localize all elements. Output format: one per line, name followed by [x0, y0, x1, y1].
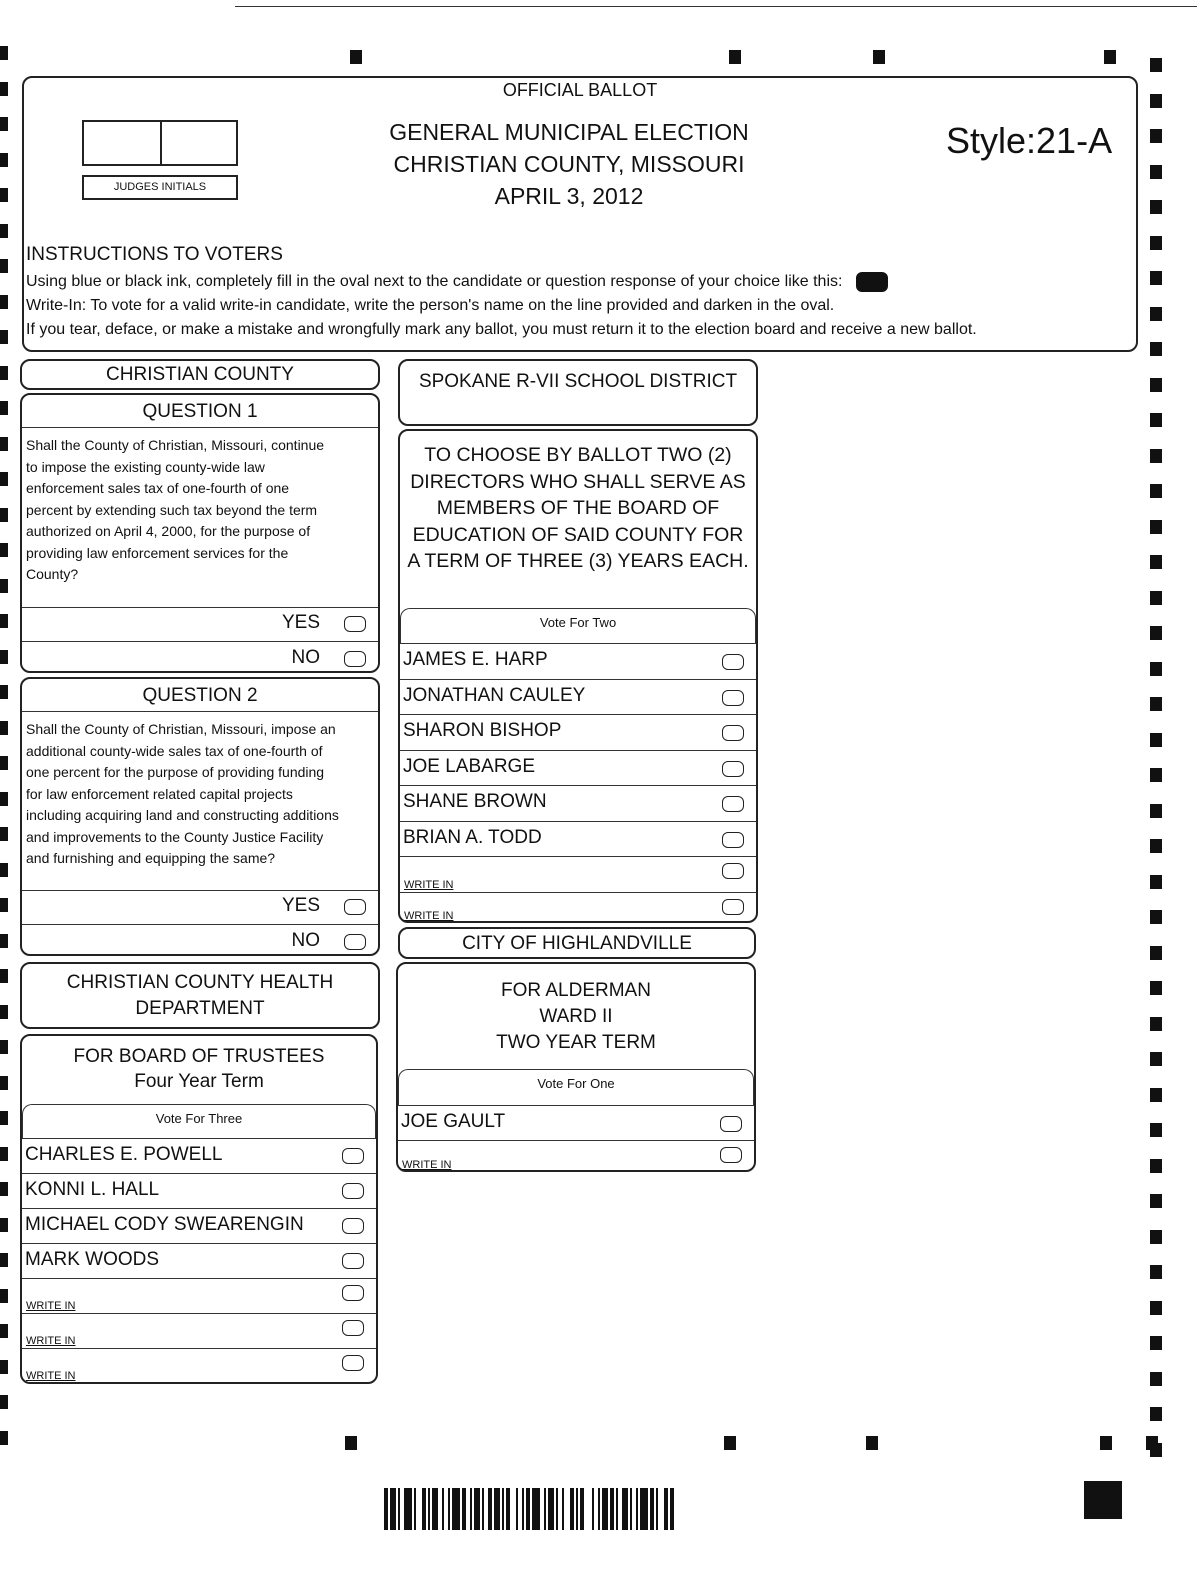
- question-line: additional county-wide sales tax of one-fourth of: [26, 742, 323, 759]
- timing-mark: [1150, 307, 1162, 321]
- board-of-trustees-box: [20, 1034, 378, 1384]
- candidate-name: MARK WOODS: [25, 1249, 160, 1270]
- candidate-oval[interactable]: [342, 1183, 364, 1199]
- health-title-line1: CHRISTIAN COUNTY HEALTH: [66, 972, 334, 993]
- timing-mark: [1150, 520, 1162, 534]
- timing-mark: [0, 508, 8, 522]
- timing-mark: [0, 117, 8, 131]
- timing-mark: [1100, 1436, 1112, 1450]
- office-line: A TERM OF THREE (3) YEARS EACH.: [407, 550, 749, 572]
- barcode-bar: [584, 1488, 592, 1530]
- timing-mark: [1150, 129, 1162, 143]
- school-district-header: SPOKANE R-VII SCHOOL DISTRICT: [398, 359, 758, 426]
- candidate-row[interactable]: [400, 714, 756, 750]
- candidate-oval[interactable]: [722, 690, 744, 706]
- timing-mark: [0, 792, 8, 806]
- corner-mark: [1084, 1481, 1122, 1519]
- write-in-label: WRITE IN: [26, 1335, 76, 1347]
- timing-mark: [1150, 165, 1162, 179]
- write-in-row[interactable]: [22, 1278, 376, 1313]
- judges-initials-boxes[interactable]: [82, 120, 238, 166]
- candidate-row[interactable]: [22, 1138, 376, 1173]
- candidate-oval[interactable]: [342, 1253, 364, 1269]
- no-label: NO: [291, 647, 320, 668]
- no-row[interactable]: [22, 641, 378, 673]
- timing-mark: [1150, 1159, 1162, 1173]
- write-in-oval[interactable]: [342, 1320, 364, 1336]
- timing-mark: [0, 543, 8, 557]
- timing-mark: [1150, 1372, 1162, 1386]
- question-line: percent by extending such tax beyond the term: [26, 501, 318, 518]
- timing-mark: [0, 827, 8, 841]
- no-oval[interactable]: [344, 651, 366, 667]
- election-county: CHRISTIAN COUNTY, MISSOURI: [393, 151, 745, 177]
- timing-mark: [0, 1076, 8, 1090]
- timing-mark: [0, 579, 8, 593]
- office-ward: WARD II: [539, 1006, 613, 1027]
- candidate-name: BRIAN A. TODD: [403, 827, 542, 848]
- filled-oval-example: [856, 272, 888, 292]
- timing-mark: [1150, 804, 1162, 818]
- timing-mark: [729, 50, 741, 64]
- timing-mark: [0, 401, 8, 415]
- timing-mark: [0, 1218, 8, 1232]
- timing-mark: [0, 1253, 8, 1267]
- timing-mark: [1150, 910, 1162, 924]
- ballot-barcode: [384, 1488, 800, 1530]
- question-1-text: [22, 435, 324, 586]
- write-in-row[interactable]: [22, 1348, 376, 1383]
- timing-mark: [1150, 94, 1162, 108]
- question-line: enforcement sales tax of one-fourth of one: [26, 480, 290, 496]
- write-in-label: WRITE IN: [402, 1159, 452, 1171]
- timing-mark: [1150, 1336, 1162, 1350]
- ballot-style: Style:21-A: [946, 120, 1113, 161]
- timing-mark: [1150, 1052, 1162, 1066]
- instruction-ink: Using blue or black ink, completely fill in the oval next to the candidate or question response of your choice like this:: [26, 273, 843, 290]
- no-oval[interactable]: [344, 934, 366, 950]
- election-date: APRIL 3, 2012: [494, 183, 644, 209]
- timing-mark: [0, 1147, 8, 1161]
- divider: [22, 427, 378, 428]
- candidate-row[interactable]: [22, 1173, 376, 1208]
- write-in-row[interactable]: [400, 892, 756, 923]
- timing-mark: [866, 1436, 878, 1450]
- timing-mark: [0, 188, 8, 202]
- candidate-row[interactable]: [400, 643, 756, 679]
- office-title: FOR BOARD OF TRUSTEES: [73, 1046, 325, 1067]
- candidate-row[interactable]: [400, 821, 756, 856]
- timing-mark: [1150, 946, 1162, 960]
- timing-mark: [1150, 1088, 1162, 1102]
- vote-for-label: Vote For Three: [155, 1111, 243, 1126]
- question-1-box: [20, 393, 380, 673]
- candidate-row[interactable]: [22, 1243, 376, 1278]
- ballot-header: [22, 76, 1138, 352]
- health-department-header: [20, 962, 380, 1029]
- timing-mark: [1150, 378, 1162, 392]
- christian-county-header: CHRISTIAN COUNTY: [20, 359, 380, 390]
- timing-mark: [0, 1431, 8, 1445]
- timing-mark: [1150, 1443, 1162, 1457]
- candidate-oval[interactable]: [720, 1116, 742, 1132]
- candidate-row[interactable]: [400, 679, 756, 714]
- timing-mark: [0, 1040, 8, 1054]
- question-line: and improvements to the County Justice Facility: [26, 828, 324, 845]
- office-description: [400, 442, 756, 575]
- no-row[interactable]: [22, 924, 378, 956]
- barcode-bar: [404, 1488, 412, 1530]
- timing-mark: [0, 685, 8, 699]
- write-in-oval[interactable]: [342, 1355, 364, 1371]
- candidate-name: JONATHAN CAULEY: [403, 685, 586, 706]
- question-line: for law enforcement related capital projects: [26, 785, 293, 802]
- timing-mark: [0, 295, 8, 309]
- city-header: CITY OF HIGHLANDVILLE: [398, 927, 756, 959]
- candidate-name: JAMES E. HARP: [403, 649, 548, 670]
- candidate-name: SHARON BISHOP: [403, 720, 562, 741]
- instructions-title: INSTRUCTIONS TO VOTERS: [26, 244, 283, 265]
- question-line: authorized on April 4, 2000, for the purpose of: [26, 523, 311, 539]
- timing-mark: [0, 614, 8, 628]
- write-in-label: WRITE IN: [26, 1300, 76, 1312]
- office-term: Four Year Term: [134, 1071, 264, 1092]
- yes-oval[interactable]: [344, 616, 366, 632]
- timing-mark: [0, 46, 8, 60]
- timing-mark: [1150, 733, 1162, 747]
- timing-mark: [0, 1005, 8, 1019]
- timing-mark: [1150, 697, 1162, 711]
- timing-mark: [0, 330, 8, 344]
- candidate-name: SHANE BROWN: [403, 791, 547, 812]
- vote-for-row: [22, 1104, 376, 1138]
- timing-mark: [0, 259, 8, 273]
- timing-mark: [0, 969, 8, 983]
- question-line: providing law enforcement services for the: [26, 544, 289, 561]
- timing-mark: [0, 650, 8, 664]
- yes-row[interactable]: [22, 890, 378, 924]
- candidate-row[interactable]: [22, 1208, 376, 1243]
- write-in-row[interactable]: [398, 1140, 754, 1172]
- write-in-oval[interactable]: [722, 863, 744, 879]
- question-line: to impose the existing county-wide law: [26, 458, 265, 475]
- candidate-row[interactable]: [400, 785, 756, 821]
- alderman-box: [396, 962, 756, 1172]
- timing-mark: [724, 1436, 736, 1450]
- vote-for-row: [400, 608, 756, 644]
- vote-for-row: [398, 1069, 754, 1105]
- election-name: GENERAL MUNICIPAL ELECTION: [389, 119, 749, 145]
- timing-mark: [0, 1395, 8, 1409]
- barcode-bar: [674, 1488, 676, 1530]
- timing-mark: [1150, 875, 1162, 889]
- question-line: Shall the County of Christian, Missouri, impose an: [26, 721, 336, 737]
- top-rule: [235, 6, 1197, 7]
- instructions-body: [26, 270, 977, 342]
- timing-mark: [1150, 839, 1162, 853]
- timing-mark: [0, 1360, 8, 1374]
- write-in-row[interactable]: [400, 856, 756, 892]
- timing-mark: [1150, 1265, 1162, 1279]
- timing-mark: [1150, 1194, 1162, 1208]
- timing-mark: [0, 898, 8, 912]
- vote-for-label: Vote For Two: [539, 615, 617, 630]
- timing-mark: [873, 50, 885, 64]
- question-line: County?: [26, 566, 79, 582]
- divider: [22, 711, 378, 712]
- vote-for-label: Vote For One: [537, 1076, 615, 1091]
- write-in-oval[interactable]: [342, 1285, 364, 1301]
- timing-mark: [345, 1436, 357, 1450]
- timing-mark: [1150, 342, 1162, 356]
- timing-mark: [1104, 50, 1116, 64]
- timing-mark: [0, 756, 8, 770]
- candidate-name: KONNI L. HALL: [25, 1179, 160, 1200]
- timing-mark: [1150, 271, 1162, 285]
- write-in-label: WRITE IN: [26, 1370, 76, 1382]
- timing-mark: [1150, 449, 1162, 463]
- question-line: and furnishing and equipping the same?: [26, 850, 276, 866]
- instruction-line: If you tear, deface, or make a mistake and wrongfully mark any ballot, you must return it to the election board and receive a new ballot.: [26, 321, 977, 338]
- office-title: FOR ALDERMAN: [501, 980, 651, 1001]
- no-label: NO: [291, 930, 320, 951]
- write-in-label: WRITE IN: [404, 879, 454, 891]
- candidate-oval[interactable]: [342, 1148, 364, 1164]
- timing-mark: [0, 1111, 8, 1125]
- yes-row[interactable]: [22, 607, 378, 641]
- timing-mark: [1150, 1301, 1162, 1315]
- timing-mark: [0, 721, 8, 735]
- candidate-name: JOE LABARGE: [403, 756, 535, 777]
- timing-mark: [1150, 236, 1162, 250]
- timing-mark: [1150, 555, 1162, 569]
- timing-mark: [0, 82, 8, 96]
- candidate-oval[interactable]: [342, 1218, 364, 1234]
- timing-mark: [1150, 768, 1162, 782]
- judges-initials-label: JUDGES INITIALS: [82, 175, 238, 200]
- question-1-title: QUESTION 1: [142, 401, 258, 422]
- candidate-oval[interactable]: [722, 796, 744, 812]
- candidate-row[interactable]: [398, 1105, 754, 1140]
- timing-mark: [0, 472, 8, 486]
- question-line: one percent for the purpose of providing funding: [26, 764, 325, 780]
- barcode-bar: [640, 1488, 648, 1530]
- health-title-line2: DEPARTMENT: [135, 998, 265, 1019]
- timing-mark: [1150, 1123, 1162, 1137]
- office-line: MEMBERS OF THE BOARD OF: [436, 497, 720, 519]
- candidate-oval[interactable]: [722, 725, 744, 741]
- timing-mark: [0, 1324, 8, 1338]
- candidate-oval[interactable]: [722, 654, 744, 670]
- timing-mark: [1150, 58, 1162, 72]
- write-in-label: WRITE IN: [404, 910, 454, 922]
- timing-mark: [0, 153, 8, 167]
- question-2-title: QUESTION 2: [142, 685, 258, 706]
- timing-mark: [0, 366, 8, 380]
- election-info: [324, 116, 814, 212]
- instruction-line: Write-In: To vote for a valid write-in candidate, write the person's name on the line provided and darken in the oval.: [26, 297, 835, 314]
- write-in-oval[interactable]: [722, 899, 744, 915]
- timing-mark: [1150, 626, 1162, 640]
- timing-mark: [0, 224, 8, 238]
- timing-mark: [1150, 1017, 1162, 1031]
- write-in-oval[interactable]: [720, 1147, 742, 1163]
- initials-divider: [160, 122, 162, 164]
- question-line: Shall the County of Christian, Missouri, continue: [26, 437, 325, 453]
- timing-mark: [1150, 484, 1162, 498]
- question-2-text: [22, 719, 339, 870]
- candidate-name: CHARLES E. POWELL: [25, 1144, 223, 1165]
- timing-mark: [1150, 413, 1162, 427]
- school-directors-box: [398, 429, 758, 923]
- instruction-line: [26, 270, 977, 294]
- timing-mark: [0, 1182, 8, 1196]
- barcode-bar: [532, 1488, 540, 1530]
- yes-label: YES: [281, 612, 320, 633]
- candidate-oval[interactable]: [722, 761, 744, 777]
- candidate-row[interactable]: [400, 750, 756, 785]
- timing-mark: [1150, 1230, 1162, 1244]
- timing-mark: [1150, 981, 1162, 995]
- timing-mark: [1150, 591, 1162, 605]
- timing-mark: [350, 50, 362, 64]
- timing-mark: [1150, 662, 1162, 676]
- barcode-bar: [452, 1488, 460, 1530]
- question-line: including acquiring land and constructing additions: [26, 807, 339, 823]
- timing-mark: [0, 437, 8, 451]
- office-line: EDUCATION OF SAID COUNTY FOR: [412, 523, 744, 546]
- candidate-name: MICHAEL CODY SWEARENGIN: [25, 1214, 304, 1235]
- office-term: TWO YEAR TERM: [496, 1032, 656, 1053]
- office-line: TO CHOOSE BY BALLOT TWO (2): [424, 444, 732, 466]
- timing-mark: [0, 863, 8, 877]
- timing-mark: [0, 1289, 8, 1303]
- yes-label: YES: [281, 895, 320, 916]
- write-in-row[interactable]: [22, 1313, 376, 1348]
- question-2-box: [20, 677, 380, 956]
- candidate-oval[interactable]: [722, 832, 744, 848]
- timing-mark: [0, 934, 8, 948]
- official-ballot-title: OFFICIAL BALLOT: [502, 80, 658, 100]
- candidate-name: JOE GAULT: [401, 1111, 506, 1132]
- timing-mark: [1150, 200, 1162, 214]
- timing-mark: [1150, 1407, 1162, 1421]
- yes-oval[interactable]: [344, 899, 366, 915]
- office-line: DIRECTORS WHO SHALL SERVE AS: [410, 470, 746, 493]
